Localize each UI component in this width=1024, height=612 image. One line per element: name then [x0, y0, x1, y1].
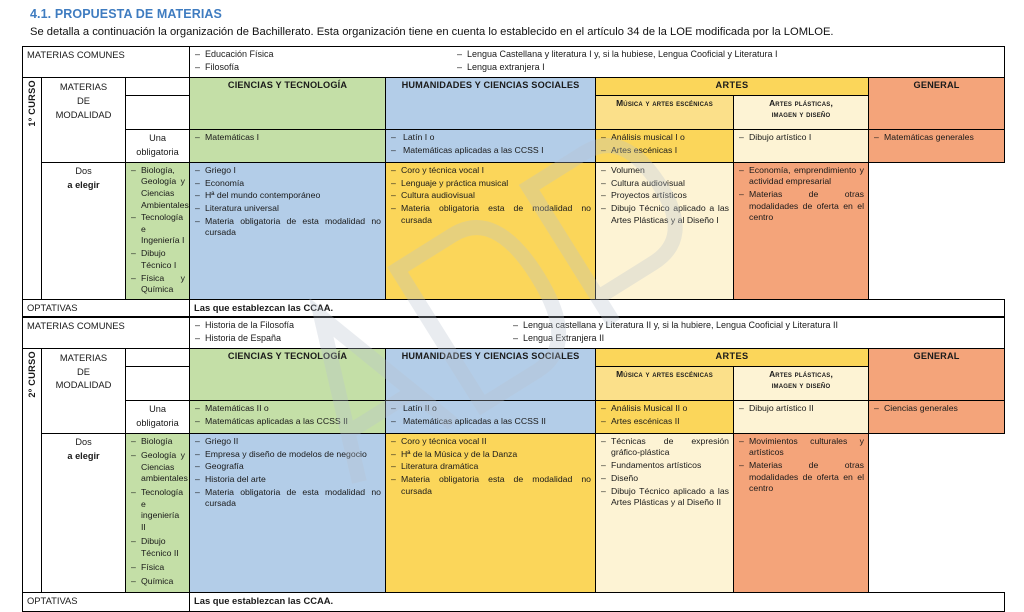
- cell-obligatoria-plasticas-2: [734, 401, 869, 434]
- subject-list: [873, 132, 1000, 144]
- subject-list: [130, 164, 189, 296]
- table-row-artes-banner-2: [23, 349, 1005, 367]
- table-row-optativas-1: [23, 299, 1005, 317]
- intro-paragraph: Se detalla a continuación la organización de Bachillerato. Esta organización tiene en cuenta lo establecido en el artículo 34 de la LOE modificada por la LOMLOE.: [30, 26, 834, 38]
- document-header: [0, 0, 1024, 38]
- header-humanidades-1: HUMANIDADES Y CIENCIAS SOCIALES: [386, 78, 596, 130]
- label-dos-elegir-2: [42, 433, 126, 592]
- cell-obligatoria-ciencias-2: [190, 401, 386, 434]
- modalidad-line-2: DE: [76, 365, 91, 377]
- list-item: – Tecnología e ingeniería II: [130, 487, 185, 533]
- list-item: – Biología: [130, 436, 185, 448]
- label-una-obligatoria-2: [126, 401, 190, 434]
- header-ciencias-1: CIENCIAS Y TECNOLOGÍA: [190, 78, 386, 130]
- cell-dos-general-2: [734, 433, 869, 592]
- list-item: – Artes escénicas II: [600, 416, 729, 428]
- list-item: – Geología y Ciencias ambientales: [130, 450, 185, 485]
- value-optativas-2: Las que establezcan las CCAA.: [190, 593, 1005, 612]
- label-dos-elegir-1: [42, 162, 126, 299]
- subject-list: [600, 403, 729, 427]
- list-item: – Cultura audiovisual: [390, 190, 591, 202]
- list-item: – Geografía: [194, 461, 381, 473]
- header-musica-2: Música y artes escénicas: [596, 367, 734, 401]
- subject-list: [873, 403, 1000, 415]
- list-item: – Economía, emprendimiento y actividad empresarial: [738, 165, 864, 188]
- dos-elegir-line1: Dos: [75, 436, 92, 447]
- list-item: – Lengua castellana y Literatura II y, si la hubiere, Lengua Cooficial y Literatura II: [512, 320, 1000, 332]
- label-optativas-2: OPTATIVAS: [23, 593, 190, 612]
- value-optativas-1: Las que establezcan las CCAA.: [190, 299, 1005, 317]
- list-item: – Matemáticas aplicadas a las CCSS II: [194, 416, 381, 428]
- una-obligatoria-line2: obligatoria: [136, 417, 179, 428]
- page-title: 4.1. PROPUESTA DE MATERIAS: [30, 7, 222, 21]
- subject-list: [390, 132, 591, 156]
- list-item: – Física: [130, 562, 185, 574]
- subject-list: [194, 436, 381, 510]
- list-item: – Dibujo Técnico II: [130, 536, 185, 559]
- cell-obligatoria-humanidades-1: [386, 130, 596, 163]
- list-item: – Cultura audiovisual: [600, 178, 729, 190]
- cell-dos-musica-2: [386, 433, 596, 592]
- label-una-obligatoria-1: [126, 130, 190, 163]
- header-artes-1: ARTES: [596, 78, 869, 96]
- una-obligatoria-line1: Una: [149, 404, 166, 415]
- list-item: – Coro y técnica vocal I: [390, 165, 591, 177]
- dos-elegir-line2: a elegir: [67, 450, 100, 461]
- header-musica-1: Música y artes escénicas: [596, 96, 734, 130]
- modalidad-line-1: MATERIAS: [59, 81, 108, 93]
- comunes-content-2: [190, 317, 1005, 349]
- header-humanidades-2: HUMANIDADES Y CIENCIAS SOCIALES: [386, 349, 596, 401]
- subject-list: [390, 165, 591, 226]
- list-item: – Técnicas de expresión gráfico-plástica: [600, 436, 729, 459]
- subject-list: [738, 403, 864, 415]
- cell-dos-humanidades-1: [190, 162, 386, 299]
- list-item: – Análisis musical I o: [600, 132, 729, 144]
- cell-obligatoria-general-2: [869, 401, 1005, 434]
- subject-list: [390, 436, 591, 497]
- list-item: – Diseño: [600, 473, 729, 485]
- list-item: – Hª del mundo contemporáneo: [194, 190, 381, 202]
- list-item: – Literatura dramática: [390, 461, 591, 473]
- list-item: – Tecnología e Ingeniería I: [130, 212, 185, 247]
- list-item: – Matemáticas I: [194, 132, 381, 144]
- header-plasticas-line2: imagen y diseño: [771, 109, 831, 120]
- list-item: – Matemáticas II o: [194, 403, 381, 415]
- header-plasticas-line1: Artes plásticas,: [769, 369, 833, 380]
- list-item: – Volumen: [600, 165, 729, 177]
- list-item: – Materias de otras modalidades de oferta en el centro: [738, 460, 864, 495]
- cell-obligatoria-musica-2: [596, 401, 734, 434]
- comunes-content-1: [190, 47, 1005, 78]
- list-item: – Ciencias generales: [873, 403, 1000, 415]
- table-row-comunes-2: [23, 317, 1005, 349]
- header-plasticas-1: [734, 96, 869, 130]
- header-plasticas-2: [734, 367, 869, 401]
- cell-dos-general-1: [734, 162, 869, 299]
- list-item: – Historia de la Filosofía: [194, 320, 512, 332]
- list-item: – Hª de la Música y de la Danza: [390, 449, 591, 461]
- list-item: – Empresa y diseño de modelos de negocio: [194, 449, 381, 461]
- table-row-comunes-1: [23, 47, 1005, 78]
- cell-obligatoria-plasticas-1: [734, 130, 869, 163]
- list-item: – Dibujo Técnico aplicado a las Artes Plásticas y al Diseño I: [600, 203, 729, 226]
- una-obligatoria-line1: Una: [149, 133, 166, 144]
- list-item: – Dibujo Técnico I: [130, 248, 185, 271]
- table-row-obligatoria-2: [23, 401, 1005, 434]
- list-item: – Materias de otras modalidades de oferta en el centro: [738, 189, 864, 224]
- list-item: – Lengua Extranjera II: [512, 333, 1000, 345]
- curso-1-label-cell: [23, 78, 42, 300]
- modalidad-line-2: DE: [76, 94, 91, 106]
- label-optativas-1: OPTATIVAS: [23, 299, 190, 317]
- list-item: – Educación Física: [194, 49, 456, 61]
- subject-list: [600, 165, 729, 226]
- cell-dos-ciencias-2: [126, 433, 190, 592]
- header-ciencias-2: CIENCIAS Y TECNOLOGÍA: [190, 349, 386, 401]
- header-plasticas-line1: Artes plásticas,: [769, 98, 833, 109]
- list-item: – Física y Química: [130, 273, 185, 296]
- comunes-list-a-2: [194, 320, 512, 345]
- subject-list: [194, 403, 381, 427]
- list-item: – Historia del arte: [194, 474, 381, 486]
- subject-list: [738, 165, 864, 224]
- modalidad-line-3: MODALIDAD: [55, 108, 112, 120]
- cell-dos-plasticas-2: [596, 433, 734, 592]
- list-item: – Filosofía: [194, 62, 456, 74]
- spacer-cell-1: [126, 78, 190, 96]
- spacer-cell-3: [126, 349, 190, 367]
- spacer-cell-4: [126, 367, 190, 401]
- list-item: – Dibujo Técnico aplicado a las Artes Plásticas y al Diseño II: [600, 486, 729, 509]
- subject-list: [194, 132, 381, 144]
- table-row-dos-elegir-1: [23, 162, 1005, 299]
- list-item: – Matemáticas aplicadas a las CCSS II: [390, 416, 591, 428]
- subject-list: [738, 436, 864, 495]
- list-item: – Dibujo artístico I: [738, 132, 864, 144]
- label-materias-modalidad-2: [42, 349, 126, 434]
- cell-dos-ciencias-1: [126, 162, 190, 299]
- list-item: – Análisis Musical II o: [600, 403, 729, 415]
- comunes-list-b-2: [512, 320, 1000, 345]
- list-item: – Economía: [194, 178, 381, 190]
- dos-elegir-line1: Dos: [75, 165, 92, 176]
- cell-obligatoria-humanidades-2: [386, 401, 596, 434]
- list-item: – Dibujo artístico II: [738, 403, 864, 415]
- cell-dos-humanidades-2: [190, 433, 386, 592]
- curso-2-label-cell: [23, 349, 42, 593]
- list-item: – Griego II: [194, 436, 381, 448]
- list-item: – Coro y técnica vocal II: [390, 436, 591, 448]
- label-materias-comunes-1: MATERIAS COMUNES: [23, 47, 190, 78]
- list-item: – Artes escénicas I: [600, 145, 729, 157]
- modalidad-line-1: MATERIAS: [59, 352, 108, 364]
- list-item: – Biología, Geología y Ciencias Ambientales: [130, 165, 185, 211]
- subject-list: [600, 436, 729, 509]
- curso-1-label: 1º CURSO: [27, 80, 37, 127]
- materias-table-wrapper: [22, 46, 1004, 612]
- table-row-optativas-2: [23, 593, 1005, 612]
- subject-list: [390, 403, 591, 427]
- list-item: – Movimientos culturales y artísticos: [738, 436, 864, 459]
- modalidad-line-3: MODALIDAD: [55, 379, 112, 391]
- list-item: – Materia obligatoria de esta modalidad no cursada: [194, 216, 381, 239]
- dos-elegir-line2: a elegir: [67, 179, 100, 190]
- cell-obligatoria-ciencias-1: [190, 130, 386, 163]
- list-item: – Griego I: [194, 165, 381, 177]
- table-row-artes-banner-1: [23, 78, 1005, 96]
- list-item: – Literatura universal: [194, 203, 381, 215]
- header-plasticas-line2: imagen y diseño: [771, 379, 831, 390]
- subject-list: [738, 132, 864, 144]
- comunes-list-b-1: [456, 49, 1000, 74]
- list-item: – Lenguaje y práctica musical: [390, 178, 591, 190]
- list-item: – Fundamentos artísticos: [600, 460, 729, 472]
- list-item: – Latín II o: [390, 403, 591, 415]
- cell-dos-plasticas-1: [596, 162, 734, 299]
- cell-dos-musica-1: [386, 162, 596, 299]
- list-item: – Lengua Castellana y literatura I y, si la hubiese, Lengua Cooficial y Literatura I: [456, 49, 1000, 61]
- curso-2-label: 2º CURSO: [27, 351, 37, 398]
- spacer-cell-2: [126, 96, 190, 130]
- subject-list: [600, 132, 729, 156]
- subject-list: [130, 435, 188, 588]
- cell-obligatoria-musica-1: [596, 130, 734, 163]
- subject-list: [194, 165, 381, 239]
- label-materias-modalidad-1: [42, 78, 126, 163]
- list-item: – Historia de España: [194, 333, 512, 345]
- list-item: – Materia obligatoria de esta modalidad no cursada: [194, 487, 381, 510]
- header-artes-2: ARTES: [596, 349, 869, 367]
- header-general-1: GENERAL: [869, 78, 1005, 130]
- una-obligatoria-line2: obligatoria: [136, 147, 179, 158]
- list-item: – Proyectos artísticos: [600, 190, 729, 202]
- cell-obligatoria-general-1: [869, 130, 1005, 163]
- list-item: – Latín I o: [390, 132, 591, 144]
- list-item: – Materia obligatoria esta de modalidad no cursada: [390, 203, 591, 226]
- list-item: – Matemáticas aplicadas a las CCSS I: [390, 145, 591, 157]
- list-item: – Química: [130, 576, 185, 588]
- list-item: – Materia obligatoria esta de modalidad no cursada: [390, 474, 591, 497]
- table-row-dos-elegir-2: [23, 433, 1005, 592]
- comunes-list-a-1: [194, 49, 456, 74]
- table-row-obligatoria-1: [23, 130, 1005, 163]
- materias-table: [22, 46, 1005, 612]
- list-item: – Lengua extranjera I: [456, 62, 1000, 74]
- list-item: – Matemáticas generales: [873, 132, 1000, 144]
- header-general-2: GENERAL: [869, 349, 1005, 401]
- label-materias-comunes-2: MATERIAS COMUNES: [23, 317, 190, 349]
